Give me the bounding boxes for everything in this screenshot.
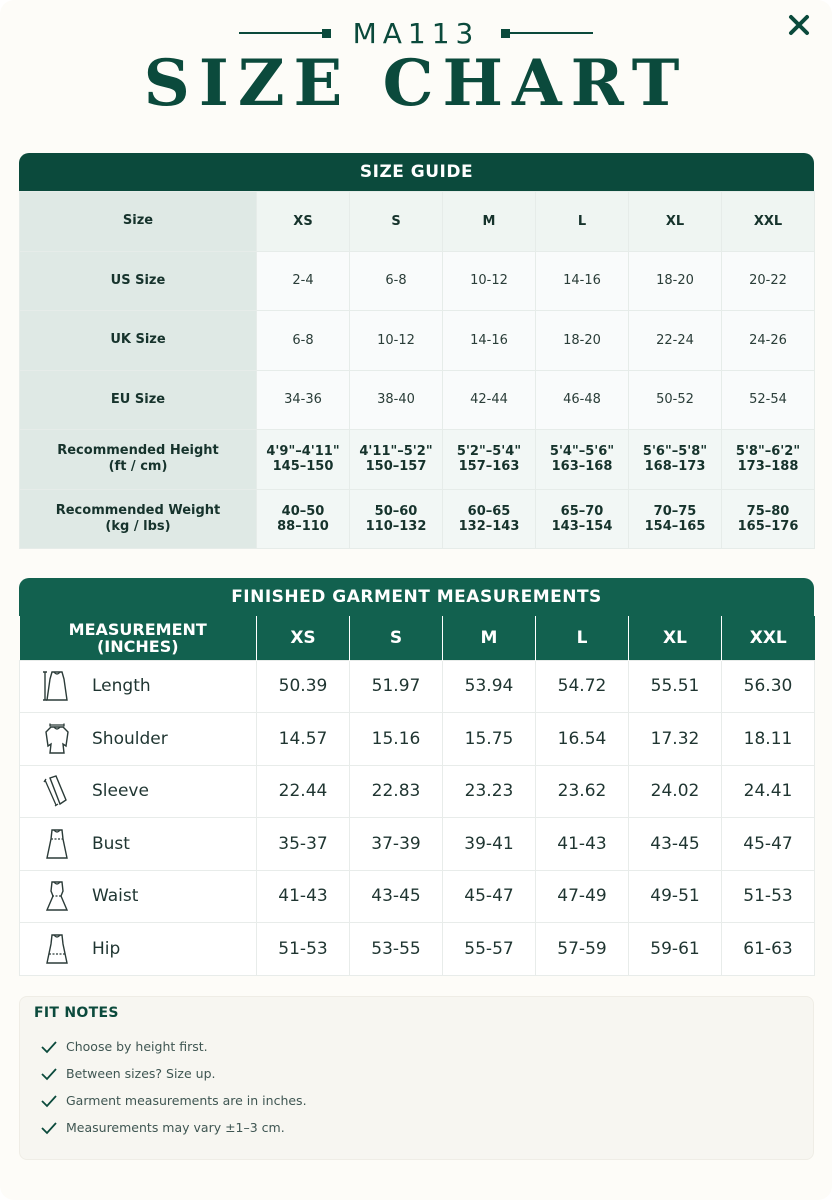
table-cell: 41-43 [536,818,629,871]
size-guide-card [19,153,814,549]
size-header-label: Size [20,192,257,252]
measurement-label-cell [20,923,257,976]
measurement-label: Shoulder [92,728,168,749]
fit-note-text: Choose by height first. [66,1039,208,1054]
measurement-label: Waist [92,886,139,907]
table-cell: 17.32 [629,713,722,766]
garment-header-m: M [443,616,536,660]
garment-header-s: S [350,616,443,660]
table-cell: 22.44 [257,765,350,818]
right-divider [501,29,593,38]
height-cm: 150–157 [365,459,427,475]
measurement-label-cell [20,870,257,923]
table-cell: 46-48 [536,370,629,430]
measurement-label-cell [20,660,257,713]
left-divider [239,29,331,38]
fit-note-item [40,1093,307,1108]
height-label-line2: (ft / cm) [108,459,168,475]
dress-length-icon [42,669,72,703]
table-row [20,370,815,430]
weight-kg: 70–75 [653,503,697,519]
garment-header-xxl: XXL [722,616,815,660]
check-icon [40,1121,58,1135]
fit-note-text: Between sizes? Size up. [66,1066,216,1081]
fit-notes-title: FIT NOTES [34,1005,119,1021]
garment-card [19,578,814,976]
measurement-label: Hip [92,938,121,959]
table-cell: 51-53 [722,870,815,923]
sleeve-icon [42,774,72,808]
height-ft: 4'9"–4'11" [266,444,340,460]
weight-kg: 65–70 [560,503,604,519]
table-cell: 45-47 [722,818,815,871]
size-header-s: S [350,192,443,252]
fit-note-item [40,1039,208,1054]
fit-note-item [40,1066,216,1081]
garment-table [19,616,815,976]
fit-note-text: Measurements may vary ±1–3 cm. [66,1120,285,1135]
row-label: UK Size [20,311,257,371]
height-cm: 163–168 [551,459,613,475]
page-title: SIZE CHART [143,46,689,121]
weight-label-line1: Recommended Weight [55,502,221,518]
table-row [20,660,815,713]
table-cell [350,430,443,490]
table-cell: 15.75 [443,713,536,766]
table-cell: 34-36 [257,370,350,430]
weight-kg: 60–65 [467,503,511,519]
table-cell: 43-45 [629,818,722,871]
weight-lbs: 143–154 [551,518,613,534]
table-cell: 53-55 [350,923,443,976]
table-row [20,713,815,766]
table-cell: 10-12 [443,251,536,311]
table-row [20,765,815,818]
size-header-xs: XS [257,192,350,252]
size-header-m: M [443,192,536,252]
table-cell: 54.72 [536,660,629,713]
size-header-xxl: XXL [722,192,815,252]
measurement-label-cell [20,765,257,818]
table-row [20,923,815,976]
weight-lbs: 132–143 [458,518,520,534]
height-cm: 168–173 [644,459,706,475]
measurement-label-cell [20,713,257,766]
table-cell: 14-16 [536,251,629,311]
size-header-xl: XL [629,192,722,252]
height-cm: 145–150 [272,459,334,475]
row-label: EU Size [20,370,257,430]
size-guide-title: SIZE GUIDE [19,153,814,191]
table-cell: 24.41 [722,765,815,818]
row-label [20,430,257,490]
size-guide-table [19,191,815,549]
table-cell: 15.16 [350,713,443,766]
table-cell: 2-4 [257,251,350,311]
table-cell: 22.83 [350,765,443,818]
height-ft: 5'8"–6'2" [735,444,801,460]
weight-lbs: 88–110 [277,518,329,534]
table-cell [443,489,536,549]
table-cell [629,489,722,549]
table-row [20,251,815,311]
table-cell: 51-53 [257,923,350,976]
dress-shoulder-icon [42,722,72,756]
weight-kg: 75–80 [746,503,790,519]
table-cell: 35-37 [257,818,350,871]
height-label-line1: Recommended Height [57,443,219,459]
check-icon [40,1040,58,1054]
header [0,0,832,150]
table-cell: 6-8 [350,251,443,311]
table-cell: 42-44 [443,370,536,430]
table-cell: 53.94 [443,660,536,713]
table-cell: 18-20 [536,311,629,371]
row-label: US Size [20,251,257,311]
height-cm: 173–188 [737,459,799,475]
row-label [20,489,257,549]
table-cell: 10-12 [350,311,443,371]
table-cell: 52-54 [722,370,815,430]
table-row [20,870,815,923]
weight-row [20,489,815,549]
table-cell: 47-49 [536,870,629,923]
table-cell: 55-57 [443,923,536,976]
table-cell [722,489,815,549]
weight-lbs: 110–132 [365,518,427,534]
dress-hip-icon [42,932,72,966]
weight-kg: 50–60 [374,503,418,519]
table-cell [722,430,815,490]
table-cell [629,430,722,490]
fit-notes [19,996,814,1160]
table-cell: 23.62 [536,765,629,818]
table-cell: 45-47 [443,870,536,923]
table-cell: 22-24 [629,311,722,371]
measurement-header [20,616,257,660]
table-cell [443,430,536,490]
measurement-header-line1: MEASUREMENT [68,619,207,639]
table-cell: 59-61 [629,923,722,976]
table-cell: 39-41 [443,818,536,871]
table-cell [257,430,350,490]
table-cell: 24-26 [722,311,815,371]
table-row [20,311,815,371]
check-icon [40,1067,58,1081]
garment-header-row [20,616,815,660]
check-icon [40,1094,58,1108]
table-cell [257,489,350,549]
garment-header-xs: XS [257,616,350,660]
table-cell: 61-63 [722,923,815,976]
table-cell: 14.57 [257,713,350,766]
garment-header-l: L [536,616,629,660]
table-cell: 18-20 [629,251,722,311]
table-row [20,818,815,871]
product-code: MA113 [352,16,480,50]
table-cell: 50-52 [629,370,722,430]
height-cm: 157–163 [458,459,520,475]
table-cell: 18.11 [722,713,815,766]
weight-label-line2: (kg / lbs) [105,518,171,534]
table-cell: 50.39 [257,660,350,713]
measurement-label-cell [20,818,257,871]
dress-bust-icon [42,827,72,861]
table-cell: 56.30 [722,660,815,713]
table-cell: 43-45 [350,870,443,923]
table-cell: 55.51 [629,660,722,713]
weight-kg: 40–50 [281,503,325,519]
measurement-label: Length [92,676,151,697]
table-cell [536,489,629,549]
measurement-header-line2: (INCHES) [96,636,179,656]
table-cell: 51.97 [350,660,443,713]
size-header-l: L [536,192,629,252]
height-row [20,430,815,490]
garment-header-xl: XL [629,616,722,660]
table-cell: 49-51 [629,870,722,923]
height-ft: 5'2"–5'4" [456,444,522,460]
table-cell: 41-43 [257,870,350,923]
table-cell: 20-22 [722,251,815,311]
table-cell: 37-39 [350,818,443,871]
garment-title: FINISHED GARMENT MEASUREMENTS [19,578,814,616]
table-cell: 57-59 [536,923,629,976]
size-header-row [20,192,815,252]
table-cell: 14-16 [443,311,536,371]
height-ft: 5'6"–5'8" [642,444,708,460]
table-cell [536,430,629,490]
fit-note-text: Garment measurements are in inches. [66,1093,307,1108]
weight-lbs: 154–165 [644,518,706,534]
height-ft: 4'11"–5'2" [359,444,433,460]
height-ft: 5'4"–5'6" [549,444,615,460]
table-cell: 38-40 [350,370,443,430]
table-cell: 24.02 [629,765,722,818]
weight-lbs: 165–176 [737,518,799,534]
fit-note-item [40,1120,285,1135]
measurement-label: Bust [92,833,130,854]
table-cell: 16.54 [536,713,629,766]
table-cell: 6-8 [257,311,350,371]
dress-waist-icon [42,879,72,913]
measurement-label: Sleeve [92,781,149,802]
table-cell [350,489,443,549]
table-cell: 23.23 [443,765,536,818]
